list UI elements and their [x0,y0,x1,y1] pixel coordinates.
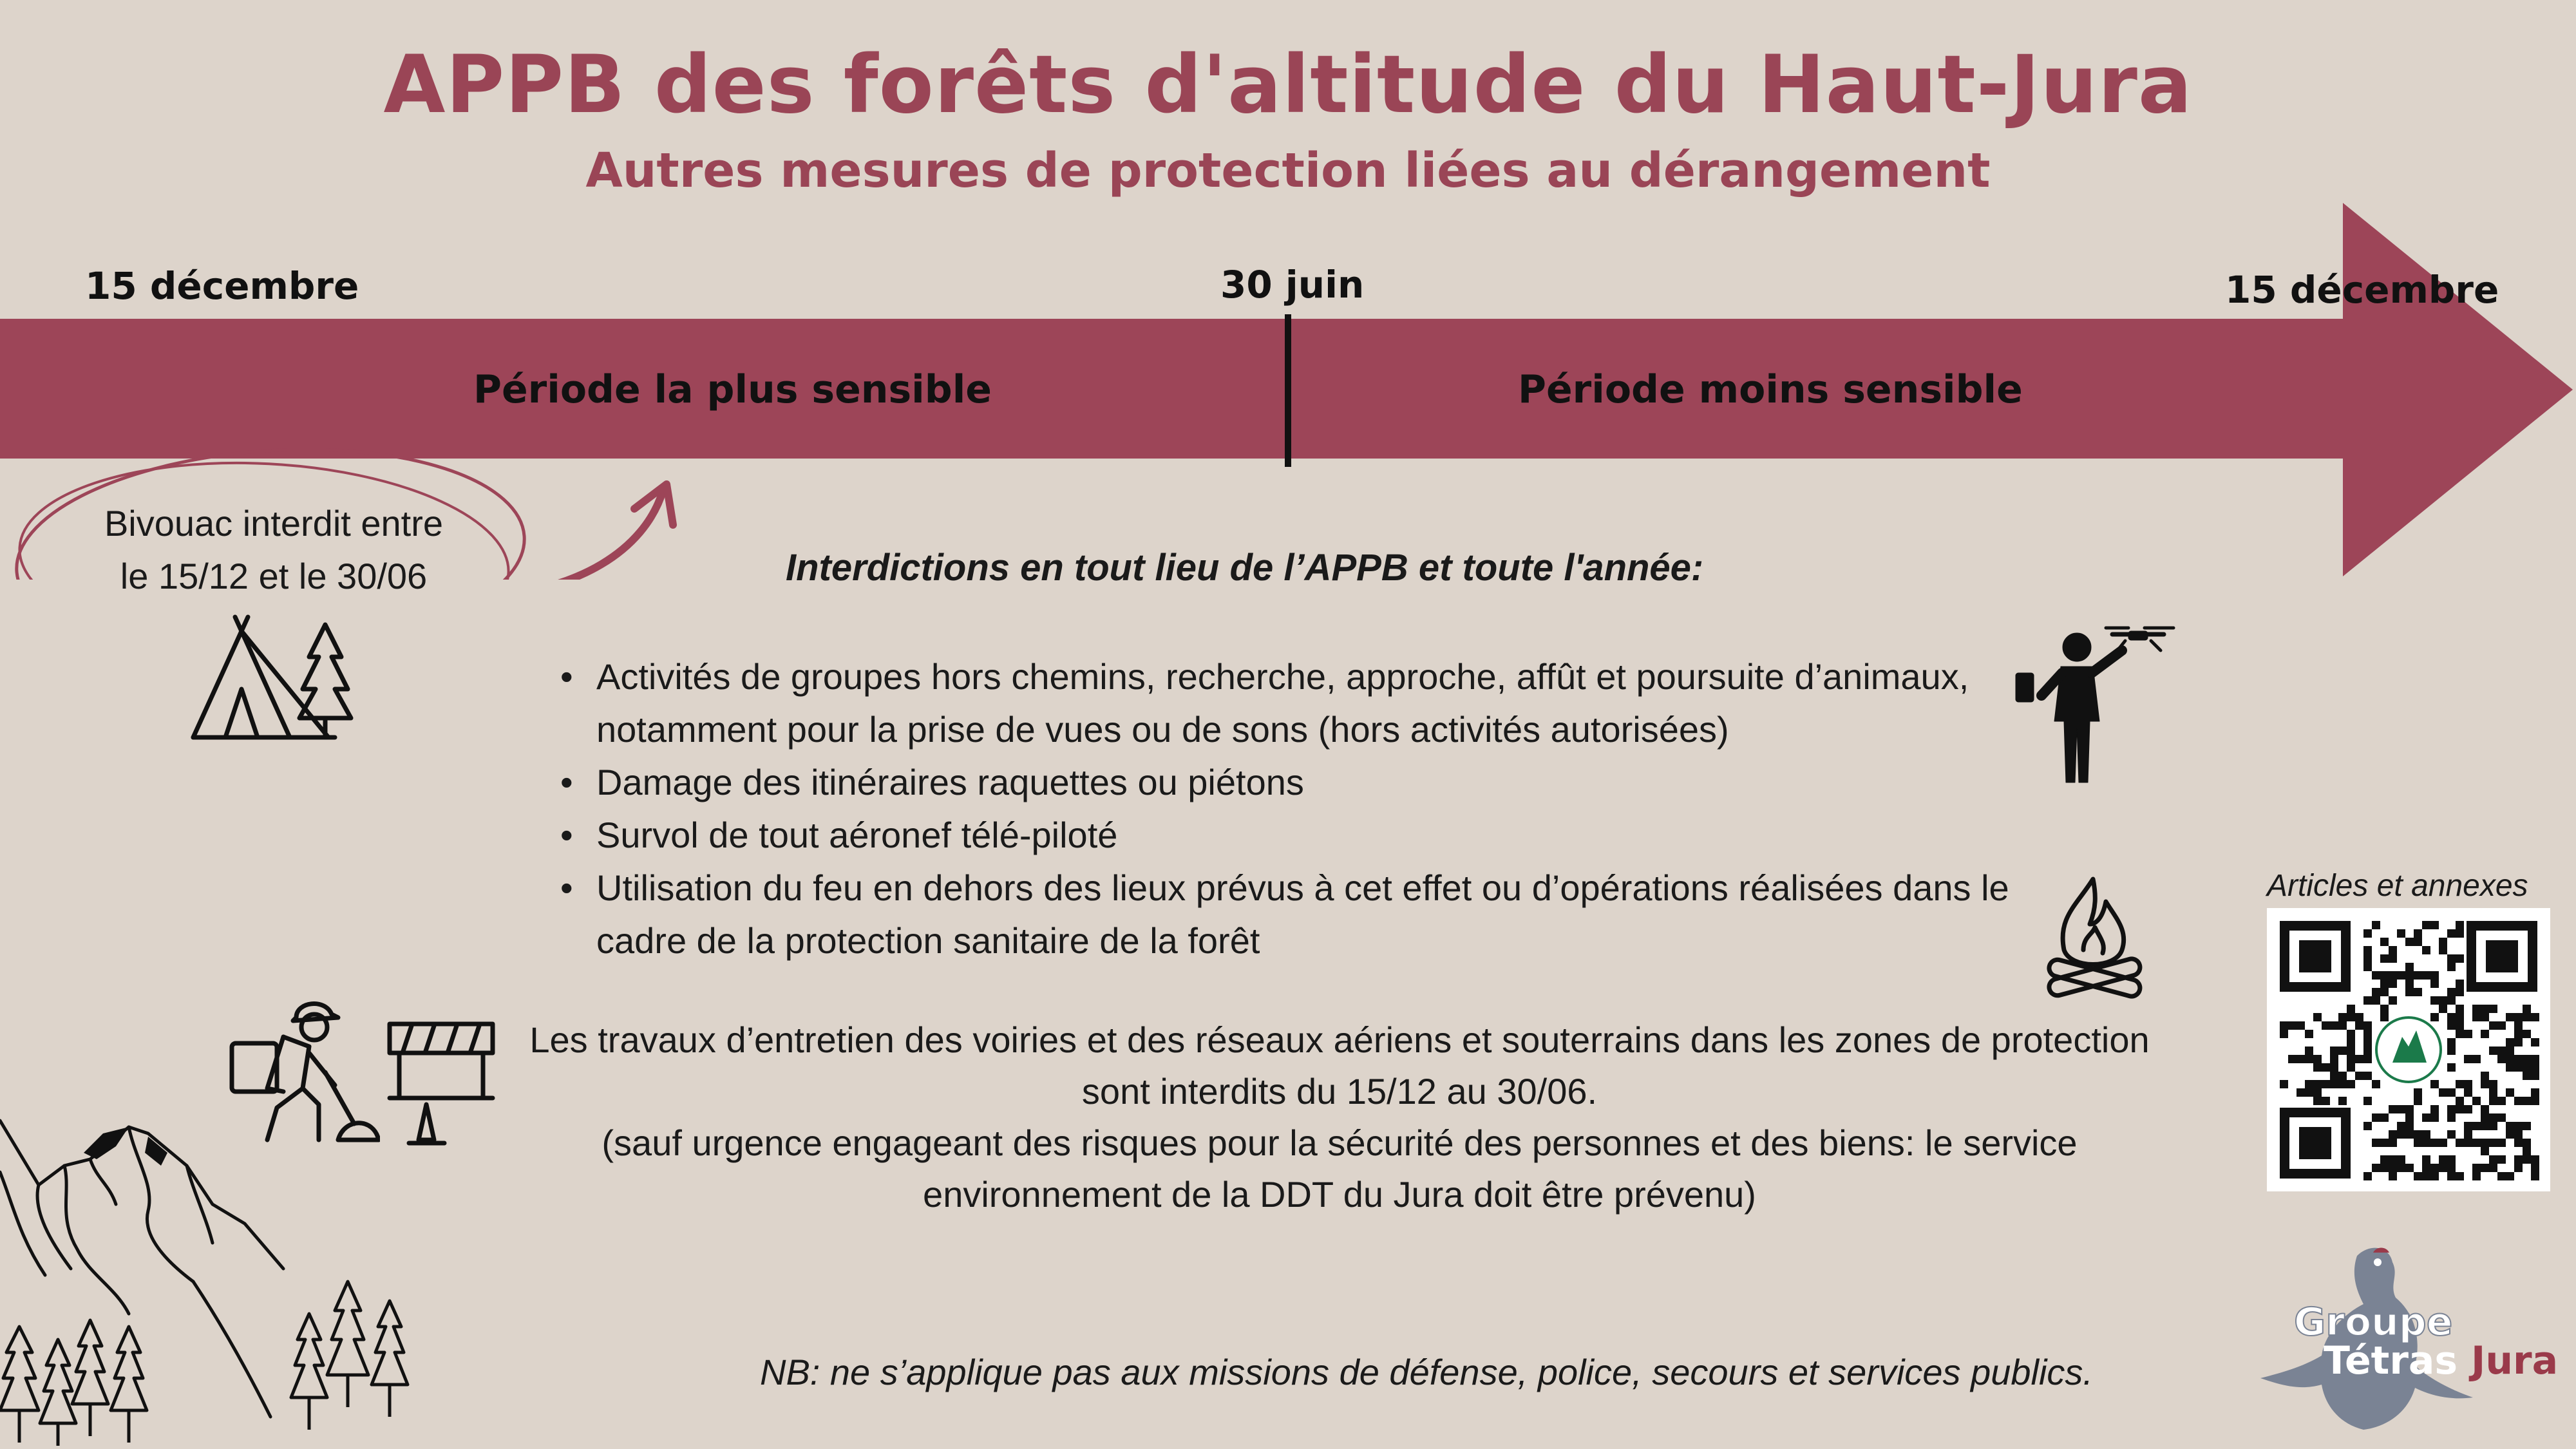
logo-word-groupe: Groupe [2294,1300,2453,1345]
list-item: • Survol de tout aéronef télé-piloté [560,809,2035,862]
bivouac-line-1: Bivouac interdit entre [104,503,444,544]
timeline-date-end: 15 décembre [2225,268,2499,312]
works-paragraph [528,1014,2151,1220]
mountains-icon [0,1108,438,1449]
qr-code-graphic [2267,908,2550,1191]
logo-word-tetras: Tétras [2324,1338,2458,1383]
list-item: • Activités de groupes hors chemins, recherche, approche, affût et poursuite d’animaux, notamment pour la prise de vues ou de sons (hors activités autorisées) [560,650,2035,756]
annex-label: Articles et annexes [2267,869,2528,903]
works-rule: Les travaux d’entretien des voiries et des réseaux aériens et souterrains dans les zones de protection sont interdits du 15/12 au 30/06. [529,1019,2150,1112]
works-exception: (sauf urgence engageant des risques pour la sécurité des personnes et des biens: le service environnement de la DDT du Jura doit être prévenu) [601,1122,2078,1215]
period-less-sensitive: Période moins sensible [1518,367,2023,412]
page-subtitle: Autres mesures de protection liées au dérangement [585,143,1991,198]
rules-heading: Interdictions en tout lieu de l’APPB et toute l'année: [786,547,1704,589]
period-most-sensitive: Période la plus sensible [473,367,992,412]
footer-note: NB: ne s’applique pas aux missions de défense, police, secours et services publics. [760,1352,2093,1392]
drone-pilot-icon [2009,612,2177,786]
campfire-icon [2038,873,2148,1001]
page-title: APPB des forêts d'altitude du Haut-Jura [383,39,2193,131]
bivouac-line-2: le 15/12 et le 30/06 [120,556,428,596]
timeline-date-mid: 30 juin [1220,263,1365,307]
tent-icon [187,612,354,741]
qr-code-icon[interactable] [2267,908,2550,1191]
list-item: • Utilisation du feu en dehors des lieux prévus à cet effet ou d’opérations réalisées dans le cadre de la protection sanitaire de la forêt [560,862,2035,967]
timeline-date-start: 15 décembre [85,264,359,308]
bivouac-note [71,497,477,603]
logo-word-tetras-jura [2324,1338,2558,1383]
logo-word-jura: Jura [2471,1338,2559,1383]
rules-list [560,650,2035,967]
list-item: • Damage des itinéraires raquettes ou piétons [560,756,2035,809]
